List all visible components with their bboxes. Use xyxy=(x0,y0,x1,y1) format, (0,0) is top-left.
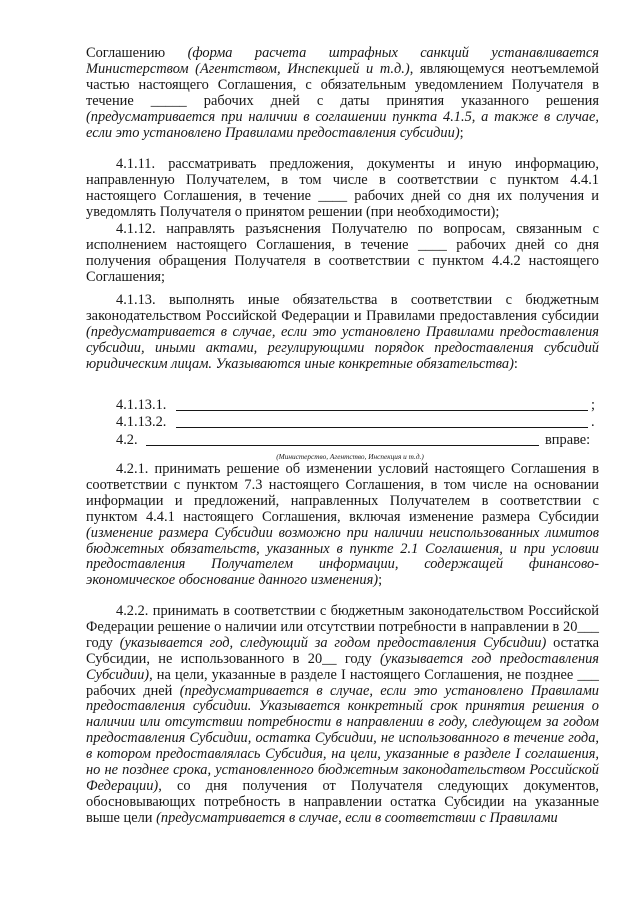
text-segment: 4.2.2. принимать в соответствии с бюджетным законодательством Российской Федерации решение о наличии или отсутствии потребности в направлении в 20___ году xyxy=(86,603,599,651)
line-end-word: вправе: xyxy=(545,432,591,448)
blank-line-4-1-13-2 xyxy=(86,414,599,431)
text-segment: 4.1.11. рассматривать предложения, документы и иную информацию, направленную Получателем, в том числе в соответствии с пунктом 4.4.1 настоящего Соглашения, в течение ____ рабочих дней со дня их получения и уведомлять Получателя о принятом решении (при необходимости); xyxy=(86,156,599,220)
italic-note: (указывается год, следующий за годом предоставления Субсидии) xyxy=(119,634,547,651)
text-segment: : xyxy=(513,355,518,372)
fill-in-rule xyxy=(146,445,539,446)
text-segment: 4.1.13. выполнять иные обязательства в соответствии с бюджетным законодательством Российской Федерации и Правилами предоставления субсидии xyxy=(86,292,599,324)
line-end-mark: ; xyxy=(591,397,595,413)
text-segment: , являющемуся неотъемлемой частью настоящего Соглашения, с обязательным уведомлением Получателя в течение _____ рабочих дней с даты принятия указанного решения xyxy=(86,60,600,109)
italic-note: (предусматривается в случае, если это установлено Правилами предоставления субсидии, иными актами, регулирующими порядок предоставления субсидий юридическим лицам. Указываются иные конкретные обязательства) xyxy=(86,323,599,372)
blank-line-4-1-13-1 xyxy=(86,397,599,414)
fill-in-rule xyxy=(176,410,588,411)
text-segment: Соглашению xyxy=(86,45,188,61)
text-segment: 4.2.1. принимать решение об изменении условий настоящего Соглашения в соответствии с пунктом 7.3 настоящего Соглашения, в том числе на основании информации и предложений, направленных Получателем в соответствии с пунктом 4.4.1 настоящего Соглашения, включая изменение размера Субсидии xyxy=(86,461,599,525)
text-segment: , со дня получения от Получателя следующих документов, обосновывающих потребность в направлении остатка Субсидии на указанные выше цели xyxy=(86,777,599,826)
text-segment: 4.1.12. направлять разъяснения Получателю по вопросам, связанным с исполнением настоящего Соглашения, в течение ____ рабочих дней со дня получения обращения Получателя в соответствии с пунктом 4.4.2 настоящего Соглашения; xyxy=(86,221,599,285)
blank-line-4-2 xyxy=(86,432,599,449)
line-end-mark: . xyxy=(591,414,595,430)
paragraph-4-2-2 xyxy=(86,604,599,827)
italic-note: (изменение размера Субсидии возможно при наличии неиспользованных лимитов бюджетных обязательств, указанных в пункте 2.1 Соглашения, и при условии предоставления Получателем информации, содержащей финансово-экономическое обоснование данного изменения) xyxy=(86,524,599,589)
fill-in-rule xyxy=(176,427,588,428)
item-label: 4.1.13.1. xyxy=(116,397,167,413)
paragraph-4-1-13 xyxy=(86,293,599,373)
italic-note: (предусматривается в случае, если в соответствии с Правилами xyxy=(156,809,558,826)
text-segment: ; xyxy=(378,572,383,589)
paragraph-4-2-1 xyxy=(86,462,599,589)
item-label: 4.1.13.2. xyxy=(116,414,167,430)
paragraph-4-1-12 xyxy=(86,222,599,286)
italic-note: (указывается год предоставления Субсидии) xyxy=(86,650,599,683)
text-segment: остатка Субсидии, не использованного в 20__ году xyxy=(86,634,599,667)
italic-note: (предусматривается в случае, если это установлено Правилами предоставления субсидии. Указывается конкретный срок принятия решения о наличии или отсутствии потребности в направлении в году, следующем за годом предоставления Субсидии, остатка Субсидии, не использованного в течение года, в котором предоставлялась Субсидия, на цели, указанные в разделе I соглашения, но не позднее срока, установленного бюджетным законодательством Российской Федерации) xyxy=(86,682,599,794)
item-label: 4.2. xyxy=(116,432,138,448)
paragraph-4-1-11 xyxy=(86,157,599,221)
text-segment: ; xyxy=(459,124,464,141)
text-segment: , на цели, указанные в разделе I настоящего Соглашения, не позднее ___ рабочих дней xyxy=(86,666,599,699)
italic-note: (предусматривается при наличии в соглашении пункта 4.1.5, а также в случае, если это установлено Правилами предоставления субсидии) xyxy=(86,108,599,141)
italic-note: (форма расчета штрафных санкций устанавливается Министерством (Агентством, Инспекцией и т.д.) xyxy=(86,45,599,77)
caption-under-line: (Министерство, Агентство, Инспекция и т.д.) xyxy=(276,452,424,461)
paragraph-penalty-notice xyxy=(86,46,599,141)
